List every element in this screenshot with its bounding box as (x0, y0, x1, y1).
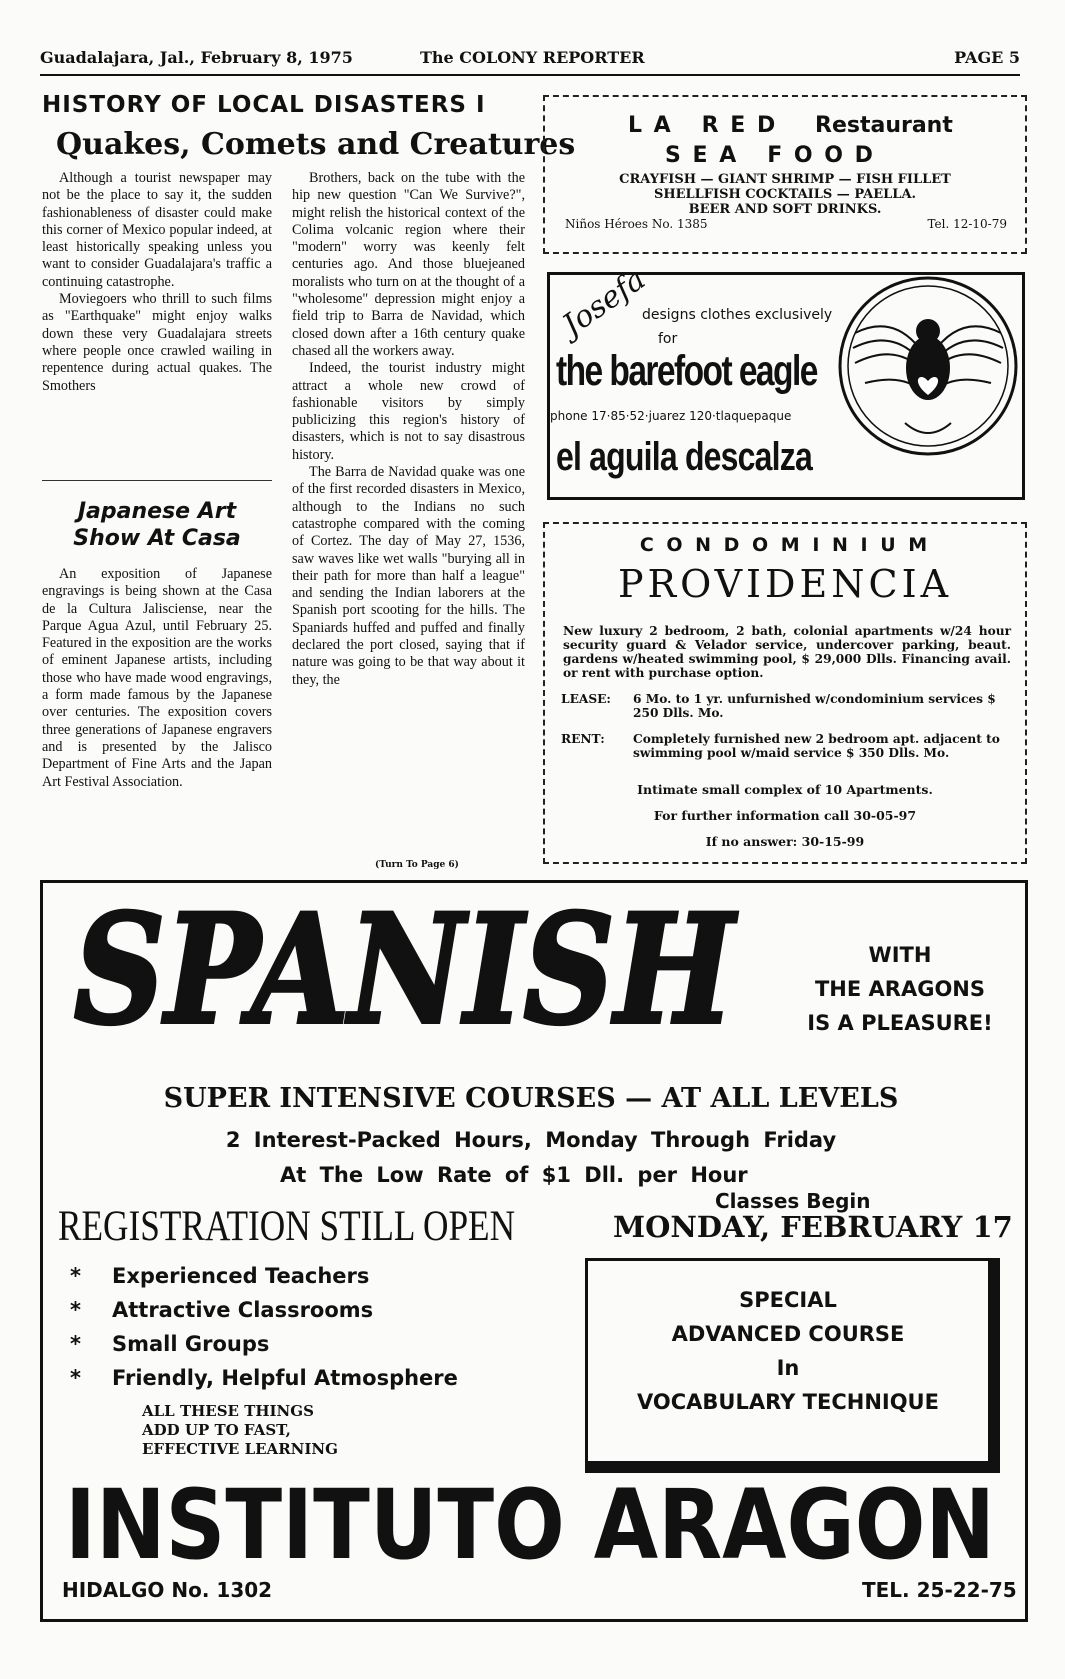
list-item-label: Attractive Classrooms (112, 1298, 374, 1322)
japanese-art-title (42, 498, 272, 552)
spanish-title (64, 882, 744, 1058)
tagline-line: THE ARAGONS (814, 977, 986, 1001)
with-the-aragons (790, 938, 1010, 1040)
classes-begin: Classes Begin (715, 1189, 871, 1213)
no-answer-phone: If no answer: 30-15-99 (705, 834, 865, 849)
institute-name-text: INSTITUTO ARAGON (65, 1469, 995, 1581)
complex-note: Intimate small complex of 10 Apartments. (637, 782, 933, 797)
page-number: PAGE 5 (954, 48, 1020, 67)
lared-lines (545, 172, 1025, 217)
condominium-ad (543, 522, 1027, 864)
providencia-title: PROVIDENCIA (617, 562, 953, 606)
institute-address: HIDALGO No. 1302 (62, 1578, 273, 1602)
note-line: EFFECTIVE LEARNING (142, 1440, 338, 1458)
eagle-emblem (835, 273, 1021, 463)
article-headline: Quakes, Comets and Creatures (56, 127, 576, 162)
paragraph: Indeed, the tourist industry might attract a whole new crowd of fashionable visitors by simply publicizing this region's history of disasters, which is not to say disastrous history. (292, 360, 525, 463)
list-item-label: Experienced Teachers (112, 1264, 370, 1288)
rent-label: RENT: (561, 732, 605, 746)
paragraph: Although a tourist newspaper may not be the place to say it, the sudden fashionableness of disaster could make this corner of Mexico popular indeed, at least historically speaking unless you want to consider Guadalajara's traffic a continuing catastrophe. (42, 170, 272, 290)
la-red-name: L A R E D (628, 113, 778, 138)
special-line: In (776, 1356, 800, 1380)
continued-note: (Turn To Page 6) (375, 860, 459, 870)
condo-description: New luxury 2 bedroom, 2 bath, colonial apartments w/24 hour security guard & Velador service, undercover parking, beaut. gardens w/heated swimming pool, $ 29,000 Dlls. Financing avail. or rent with purchase option. (563, 624, 1011, 680)
aguila-descalza-name: el aguila descalza (556, 435, 812, 479)
list-item-label: Small Groups (112, 1332, 270, 1356)
start-date: MONDAY, FEBRUARY 17 (613, 1210, 1013, 1244)
list-item (70, 1293, 458, 1327)
institute-name-art (60, 1469, 1000, 1581)
paragraph: Moviegoers who thrill to such films as "Earthquake" might enjoy walks down these very Guadalajara streets where people once crawled wailing in repentence during actual quakes. The Smothers (42, 291, 272, 394)
special-course-text (588, 1283, 988, 1419)
lease-label: LEASE: (561, 692, 611, 706)
paper-name: The COLONY REPORTER (420, 48, 645, 67)
note-line: ADD UP TO FAST, (142, 1421, 291, 1439)
barefoot-eagle-name: the barefoot eagle (556, 347, 817, 395)
eagle-icon (835, 273, 1021, 459)
institute-name (60, 1469, 1000, 1581)
title-line: Japanese Art (77, 499, 237, 524)
tagline-line: WITH (868, 943, 932, 967)
tagline-for: for (658, 331, 678, 347)
japanese-art-body (42, 566, 272, 791)
article-kicker: HISTORY OF LOCAL DISASTERS I (42, 92, 486, 118)
rate-line: At The Low Rate of $1 Dll. per Hour (280, 1163, 748, 1187)
list-item (70, 1361, 458, 1395)
article-column-1 (42, 170, 272, 395)
la-red-ad (543, 95, 1027, 254)
institute-tel: TEL. 25-22-75 (862, 1578, 1017, 1602)
dateline: Guadalajara, Jal., February 8, 1975 (40, 48, 353, 67)
lared-tel: Tel. 12-10-79 (927, 217, 1007, 231)
list-item-label: Friendly, Helpful Atmosphere (112, 1366, 458, 1390)
column-divider (42, 480, 272, 481)
special-course-box (585, 1258, 1000, 1473)
tagline: designs clothes exclusively (642, 307, 833, 323)
menu-line: BEER AND SOFT DRINKS. (688, 202, 882, 217)
rent-text: Completely furnished new 2 bedroom apt. adjacent to swimming pool w/maid service $ 350 Dlls. Mo. (633, 732, 1000, 760)
bullet-icon: * (70, 1298, 81, 1322)
registration-open: REGISTRATION STILL OPEN (58, 1203, 516, 1250)
hours-line: 2 Interest-Packed Hours, Monday Through Friday (225, 1128, 837, 1152)
paragraph: Brothers, back on the tube with the hip new question "Can We Survive?", might relish the historical context of the Colima volcanic region where their "modern" worry was keenly felt centuries ago. And those bluejeaned moralists who turn on at the thought of a "wholesome" depression might enjoy a field trip to Barra de Navidad, which closed down after a 16th century quake chased all the workers away. (292, 170, 525, 359)
learning-note (142, 1402, 338, 1459)
info-phone: For further information call 30-05-97 (653, 808, 917, 823)
special-line: ADVANCED COURSE (671, 1322, 905, 1346)
special-line: VOCABULARY TECHNIQUE (637, 1390, 939, 1414)
lared-address: Niños Héroes No. 1385 (565, 217, 708, 231)
page-header (40, 44, 1020, 76)
menu-line: CRAYFISH — GIANT SHRIMP — FISH FILLET (619, 172, 951, 187)
features-list (70, 1259, 458, 1395)
spanish-title-text: SPANISH (74, 882, 738, 1058)
tagline-line: IS A PLEASURE! (807, 1011, 993, 1035)
paragraph: The Barra de Navidad quake was one of the first recorded disasters in Mexico, although to the Indians no such catastrophe compared with the coming of Cortez. The day of May 27, 1536, saw waves like wet walls "burying all in their path for more than half a league" and sending the Indian laborers at the Spanish port scooting for the hills. The Spaniards huffed and puffed and finally declared the port closed, saying that if nature was going to be that way about it they, the (292, 464, 525, 688)
menu-line: SHELLFISH COCKTAILS — PAELLA. (653, 187, 917, 202)
lease-text: 6 Mo. to 1 yr. unfurnished w/condominium services $ 250 Dlls. Mo. (633, 692, 996, 720)
article-column-2 (292, 170, 525, 689)
bullet-icon: * (70, 1366, 81, 1390)
bullet-icon: * (70, 1264, 81, 1288)
seafood-label: S E A F O O D (665, 143, 875, 168)
note-line: ALL THESE THINGS (142, 1402, 314, 1420)
list-item (70, 1259, 458, 1293)
barefoot-phone: phone 17·85·52·juarez 120·tlaquepaque (550, 409, 792, 423)
list-item (70, 1327, 458, 1361)
paragraph: An exposition of Japanese engravings is being shown at the Casa de la Cultura Jalisciense, near the Parque Agua Azul, until February 25. Featured in the exposition are the works of eminent Japanese artists, including those who have made wood engravings, a form made famous by the Japanese over centuries. The exposition covers three generations of Japanese engravers and is presented by the Jalisco Department of Fine Arts and the Japan Art Festival Association. (42, 566, 272, 790)
restaurant-label: Restaurant (815, 113, 953, 138)
condominium-label: C O N D O M I N I U M (639, 534, 931, 556)
title-line: Show At Casa (73, 526, 241, 551)
special-line: SPECIAL (739, 1288, 837, 1312)
signature-josefa: Josefa (556, 261, 652, 344)
barefoot-eagle-ad (547, 261, 1025, 500)
spanish-title-art (64, 882, 744, 1058)
bullet-icon: * (70, 1332, 81, 1356)
courses-line: SUPER INTENSIVE COURSES — AT ALL LEVELS (163, 1083, 899, 1114)
